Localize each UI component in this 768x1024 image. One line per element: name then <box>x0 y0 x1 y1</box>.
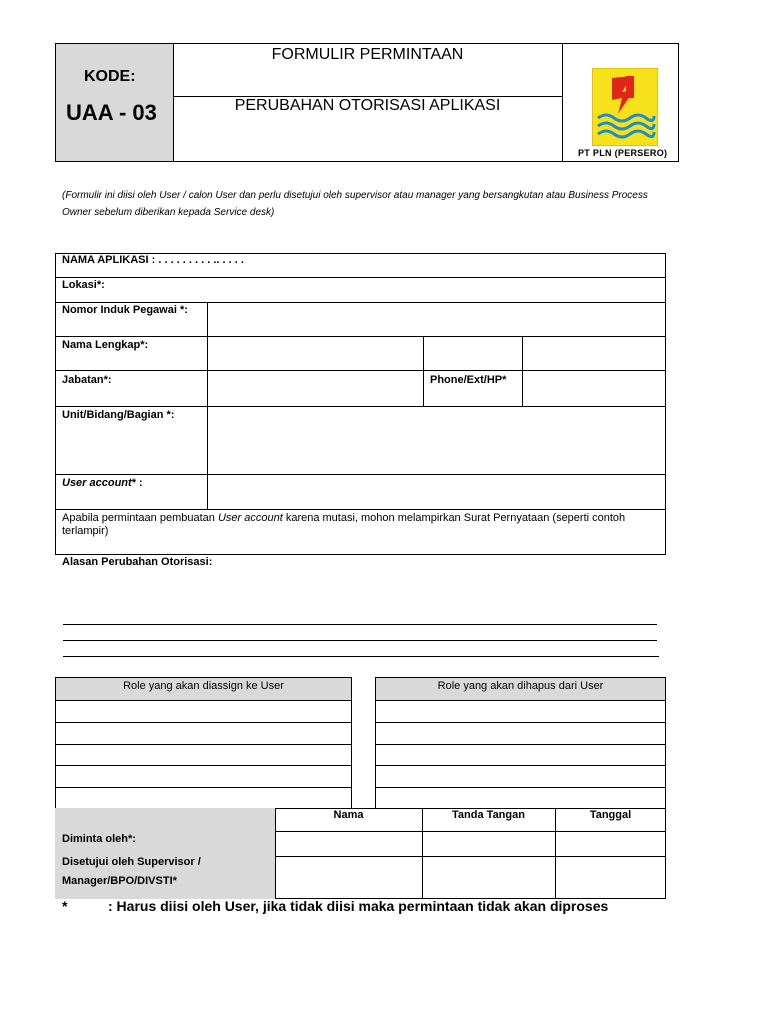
alasan-line-1[interactable] <box>63 624 657 625</box>
mutasi-note-cont: terlampir) <box>62 525 109 537</box>
divider <box>55 336 666 337</box>
disetujui-label-cont: Manager/BPO/DIVSTI* <box>62 875 177 887</box>
mutasi-note-pre: Apabila permintaan pembuatan <box>62 512 218 524</box>
divider <box>55 302 666 303</box>
phone-field[interactable] <box>525 372 663 404</box>
nama-lengkap-label: Nama Lengkap*: <box>62 339 149 351</box>
disetujui-tanggal-field[interactable] <box>558 858 664 897</box>
user-account-field[interactable] <box>210 476 660 507</box>
mutasi-note-post: karena mutasi, mohon melampirkan Surat Pernyataan (seperti contoh <box>282 512 626 524</box>
role-row <box>55 744 352 745</box>
divider <box>423 336 424 406</box>
divider <box>375 700 666 701</box>
disetujui-ttd-field[interactable] <box>425 858 553 897</box>
divider <box>55 406 666 407</box>
alasan-line-2[interactable] <box>63 640 657 641</box>
nama-aplikasi-label: NAMA APLIKASI : . . . . . . . . . .. . . . . <box>62 254 244 266</box>
role-row <box>55 787 352 788</box>
jabatan-field[interactable] <box>210 372 420 404</box>
form-note: (Formulir ini diisi oleh User / calon User dan perlu disetujui oleh supervisor atau manager yang bersangkutan atau Business Process <box>62 190 648 201</box>
diminta-ttd-field[interactable] <box>425 833 553 854</box>
col-nama: Nama <box>333 809 364 821</box>
divider <box>555 808 556 899</box>
divider <box>55 474 666 475</box>
unit-label: Unit/Bidang/Bagian *: <box>62 409 175 421</box>
role-row <box>375 722 666 723</box>
divider <box>55 277 666 278</box>
user-account-label <box>62 477 143 489</box>
form-note-cont: Owner sebelum diberikan kepada Service desk) <box>62 207 275 218</box>
pln-logo-icon <box>592 68 658 146</box>
lokasi-label: Lokasi*: <box>62 279 105 291</box>
divider <box>422 808 423 899</box>
footer-note: : Harus diisi oleh User, jika tidak diisi maka permintaan tidak akan diproses <box>108 898 609 914</box>
nama-lengkap-field[interactable] <box>210 338 420 368</box>
divider <box>207 302 208 509</box>
kode-label: KODE: <box>84 68 136 85</box>
role-row <box>375 765 666 766</box>
logo-caption: PT PLN (PERSERO) <box>578 148 668 158</box>
pln-logo <box>592 68 658 146</box>
role-row <box>375 787 666 788</box>
divider <box>522 336 523 406</box>
nip-label: Nomor Induk Pegawai *: <box>62 304 188 316</box>
diminta-label: Diminta oleh*: <box>62 833 136 845</box>
col-tanggal: Tanggal <box>589 809 632 821</box>
divider <box>55 509 666 510</box>
diminta-tanggal-field[interactable] <box>558 833 664 854</box>
unit-field[interactable] <box>210 408 660 472</box>
alasan-label: Alasan Perubahan Otorisasi: <box>62 556 213 568</box>
role-row <box>55 722 352 723</box>
diminta-nama-field[interactable] <box>278 833 420 854</box>
alasan-line-3[interactable] <box>63 656 659 657</box>
assign-role-header: Role yang akan diassign ke User <box>123 680 284 692</box>
divider <box>562 43 563 162</box>
mutasi-note <box>62 512 662 524</box>
user-account-text: User account <box>62 477 132 489</box>
jabatan-label: Jabatan*: <box>62 374 112 386</box>
nip-field[interactable] <box>210 304 660 334</box>
divider <box>275 831 666 832</box>
divider <box>55 700 352 701</box>
divider <box>275 856 666 857</box>
col-tanda-tangan: Tanda Tangan <box>452 809 525 821</box>
kode-value: UAA - 03 <box>66 100 157 125</box>
divider <box>55 370 666 371</box>
user-account-suffix: * : <box>131 477 143 489</box>
role-row <box>375 744 666 745</box>
mutasi-note-italic: User account <box>217 512 283 524</box>
form-subtitle: PERUBAHAN OTORISASI APLIKASI <box>234 97 501 114</box>
disetujui-nama-field[interactable] <box>278 858 420 897</box>
disetujui-label: Disetujui oleh Supervisor / <box>62 856 201 868</box>
footer-star: * <box>62 898 68 914</box>
role-row <box>55 765 352 766</box>
phone-label: Phone/Ext/HP* <box>430 374 507 386</box>
remove-role-header: Role yang akan dihapus dari User <box>437 680 604 692</box>
form-title: FORMULIR PERMINTAAN <box>271 46 464 63</box>
